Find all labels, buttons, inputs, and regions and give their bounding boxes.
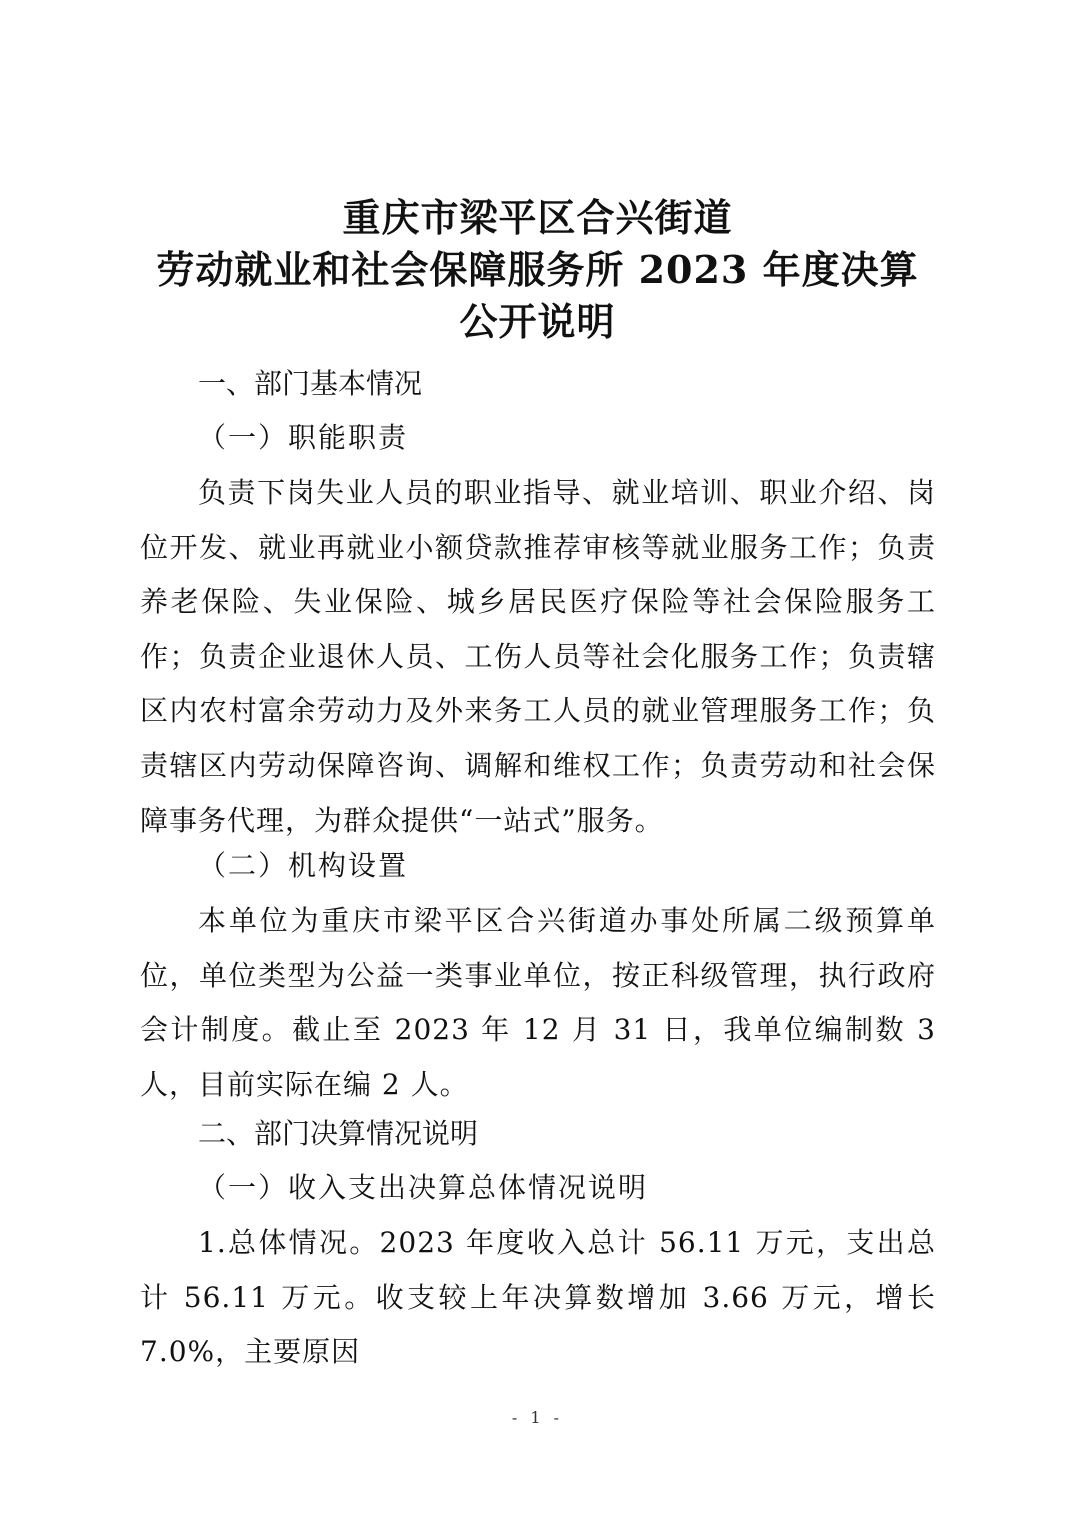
title-line-2: 劳动就业和社会保障服务所 2023 年度决算 [156,247,919,292]
subsection-heading-overview: （一）收入支出决算总体情况说明 [198,1171,649,1204]
section-heading-2: 二、部门决算情况说明 [198,1117,479,1150]
subsection-heading-organization: （二）机构设置 [198,849,409,882]
paragraph-organization: 本单位为重庆市梁平区合兴街道办事处所属二级预算单位，单位类型为公益一类事业单位，按正科级管理，执行政府会计制度。截止至 2023 年 12 月 31 日，我单位编制数 3 人，目前实际在编 2 人。 [140,904,936,1101]
section-heading-1: 一、部门基本情况 [198,367,423,400]
page-number: - 1 - [511,1408,564,1427]
paragraph-overview: 1.总体情况。2023 年度收入总计 56.11 万元，支出总计 56.11 万元。收支较上年决算数增加 3.66 万元，增长 7.0%，主要原因 [140,1226,936,1369]
title-line-3: 公开说明 [459,299,616,344]
title-line-1: 重庆市梁平区合兴街道 [342,195,733,240]
subsection-heading-duties: （一）职能职责 [198,421,409,454]
paragraph-duties: 负责下岗失业人员的职业指导、就业培训、职业介绍、岗位开发、就业再就业小额贷款推荐审核等就业服务工作；负责养老保险、失业保险、城乡居民医疗保险等社会保险服务工作；负责企业退休人员、工伤人员等社会化服务工作；负责辖区内农村富余劳动力及外来务工人员的就业管理服务工作；负责辖区内劳动保障咨询、调解和维权工作；负责劳动和社会保障事务代理，为群众提供“一站式”服务。 [140,476,936,837]
